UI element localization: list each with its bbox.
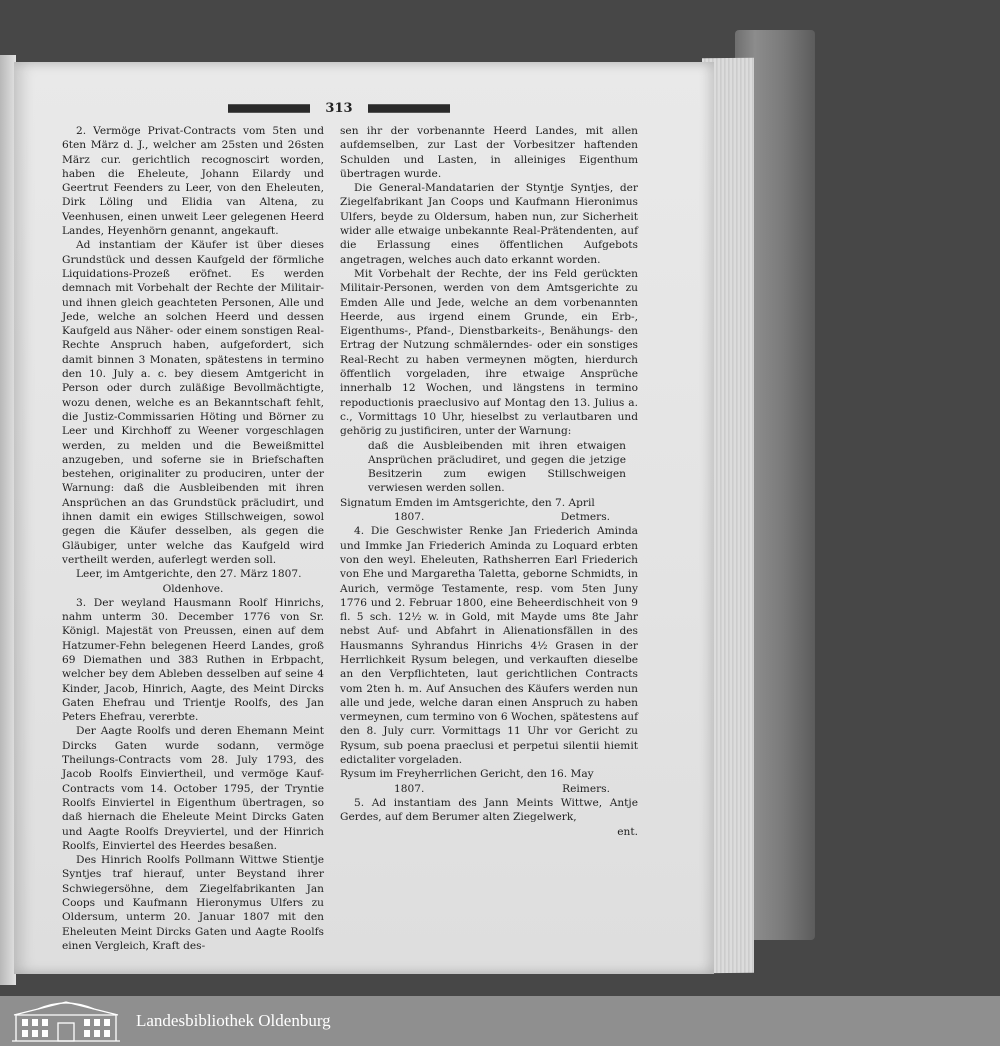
text-paragraph: Des Hinrich Roolfs Pollmann Wittwe Stientje Syntjes traf hierauf, unter Beystand ihrer Schwiegersöhne, dem Ziegelfabrikanten Jan Coops und Kaufmann Hieronymus Ulfers zu Oldersum, unterm 20. Januar 1807 mit den Eheleuten Meint Dircks Gaten und Aagte Roolfs einen Vergleich, Kraft des- [62,854,324,952]
text-paragraph: 4. Die Geschwister Renke Jan Friederich Aminda und Immke Jan Friederich Aminda zu Loquard erbten von den weyl. Eheleuten, Rathsherren Earl Friederich von Ehe und Margaretha Taletta, geborne Schmidts, in Aurich, vermöge Testamente, resp. vom 5ten Juny 1776 und 2. Februar 1800, eine Beheerdischheit von 9 fl. 5 sch. 12½ w. in Gold, mit Mayde ums 8te Jahr nebst Auf- und Abfahrt in Alienationsfällen in des Hausmanns Syhrandus Hinrichs 4½ Grasen in der Herrlichkeit Rysum belegen, und verkauften dieselbe an den Verpflichteten, laut gerichtlichen Contracts vom 2ten h. m. Auf Ansuchen des Käufers werden nun alle und jede, welche daran einen Anspruch zu haben vermeynen, cum termino von 6 Wochen, spätestens auf den 8. July curr. Vormittags 11 Uhr vor Gericht zu Rysum, sub poena praeclusi et perpetui silentii hiemit edictaliter vorgeladen. [340,525,638,767]
text-paragraph: 5. Ad instantiam des Jann Meints Wittwe, Antje Gerdes, auf dem Berumer alten Ziegelwerk, [340,796,638,824]
text-paragraph: Mit Vorbehalt der Rechte, der ins Feld gerückten Militair-Personen, werden von dem Amtsgerichte zu Emden Alle und Jede, welche an dem vorbenannten Heerde, aus irgend einem Grunde, ein Erb-, Eigenthums-, Pfand-, Dienstbarkeits-, Benähungs- den Ertrag der Nutzung schmälerndes- oder ein sonstiges Real-Recht zu haben vermeynen mögten, hierdurch öffentlich vorgeladen, ihre etwaige Ansprüche innerhalb 12 Wochen, und längstens in termino repoductionis praeclusivo auf Montag den 13. Julius a. c., Vormittags 10 Uhr, hieselbst zu verlautbaren und gehörig zu justificiren, unter der Warnung: [340,267,638,438]
text-paragraph: 3. Der weyland Hausmann Roolf Hinrichs, nahm unterm 30. December 1776 von Sr. Königl. Majestät von Preussen, einen auf dem Hatzumer-Fehn belegenen Heerd Landes, groß 69 Diemathen und 383 Ruthen in Erbpacht, welcher bey dem Ableben desselben auf seine 4 Kinder, Jacob, Hinrich, Aagte, des Meint Dircks Gaten Ehefrau und Trientje Roolfs, des Jan Peters Ehefrau, vererbte. [62,596,324,724]
page-header [228,98,450,118]
signature-year: 1807. [394,511,425,524]
footer-banner [0,996,1000,1046]
signature-name: Reimers. [562,782,610,795]
text-paragraph: sen ihr der vorbenannte Heerd Landes, mit allen aufdemselben, zur Last der Vorbesitzer haftenden Schulden und Lasten, in alleiniges Eigenthum übertragen wurde. [340,125,638,180]
signature-year: 1807. [394,782,425,795]
page-number: 313 [325,100,353,116]
text-paragraph: Signatum Emden im Amtsgerichte, den 7. April [340,496,595,509]
text-paragraph: Leer, im Amtgerichte, den 27. März 1807. [76,568,302,581]
left-column [62,124,324,953]
signature-name: Detmers. [560,511,610,524]
quoted-warning: daß die Ausbleibenden mit ihren etwaigen Ansprüchen präcludiret, und gegen die jetzige Besitzerin zum ewigen Stillschweigen verwiesen werden sollen. [368,439,626,495]
library-name: Landesbibliothek Oldenburg [136,1011,331,1030]
text-paragraph: Oldenhove. [162,582,224,595]
text-paragraph: Rysum im Freyherrlichen Gericht, den 16. May [340,768,594,781]
signature-line [340,510,638,524]
signature-line [340,782,638,796]
header-rule-left [228,104,310,113]
text-paragraph: Der Aagte Roolfs und deren Ehemann Meint Dircks Gaten wurde sodann, vermöge Theilungs-Contracts vom 28. July 1793, des Jacob Roolfs Einviertheil, und vermöge Kauf-Contracts vom 14. October 1795, der Tryntie Roolfs Einviertel in Eigenthum übertragen, so daß hiernach die Eheleute Meint Dircks Gaten und Aagte Roolfs Dreyviertel, und der Hinrich Roolfs, Einviertel des Heerdes besaßen. [62,725,324,852]
text-paragraph: Die General-Mandatarien der Styntje Syntjes, der Ziegelfabrikant Jan Coops und Kaufmann Hieronimus Ulfers, beyde zu Oldersum, haben nun, zur Sicherheit wider alle etwaige unbekannte Real-Prätendenten, auf die Erlassung eines öffentlichen Aufgebots angetragen, welches auch dato erkannt worden. [340,182,638,266]
library-building-icon [8,999,124,1043]
text-paragraph: 2. Vermöge Privat-Contracts vom 5ten und 6ten März d. J., welcher am 25sten und 26sten März cur. gerichtlich recognoscirt worden, haben die Eheleute, Johann Eilardy und Geertrut Feenders zu Leer, von den Eheleuten, Dirk Löling und Elidia van Altena, zu Veenhusen, einen unweit Leer gelegenen Heerd Landes, Heyenhörn genannt, angekauft. [62,125,324,238]
text-paragraph: ent. [617,825,638,838]
right-column [340,124,638,839]
text-paragraph: Ad instantiam der Käufer ist über dieses Grundstück und dessen Kaufgeld der förmliche Liquidations-Prozeß eröfnet. Es werden demnach mit Vorbehalt der Rechte der Militair- und ihnen gleich geachteten Personen, Alle und Jede, welche an solchen Heerd und dessen Kaufgeld aus Näher- oder einem sonstigen Real-Rechte Anspruch haben, aufgefordert, sich damit binnen 3 Monaten, spätestens in termino den 10. July a. c. bey diesem Amtgericht in Person oder durch zuläßige Bevollmächtigte, wozu denen, welche es an Bekanntschaft fehlt, die Justiz-Commissarien Höting und Börner zu Leer und Kirchhoff zu Weener vorgeschlagen werden, zu melden und die Beweißmittel anzugeben, und soferne sie in Briefschaften bestehen, originaliter zu produciren, unter der Warnung: daß die Ausbleibenden mit ihren Ansprüchen an das Grundstück präcludirt, und ihnen damit ein ewiges Stillschweigen, sowol gegen die Käufer desselben, als gegen die Gläubiger, unter welche das Kaufgeld wird vertheilt werden, auferlegt werden soll. [62,239,324,566]
header-rule-right [368,104,450,113]
